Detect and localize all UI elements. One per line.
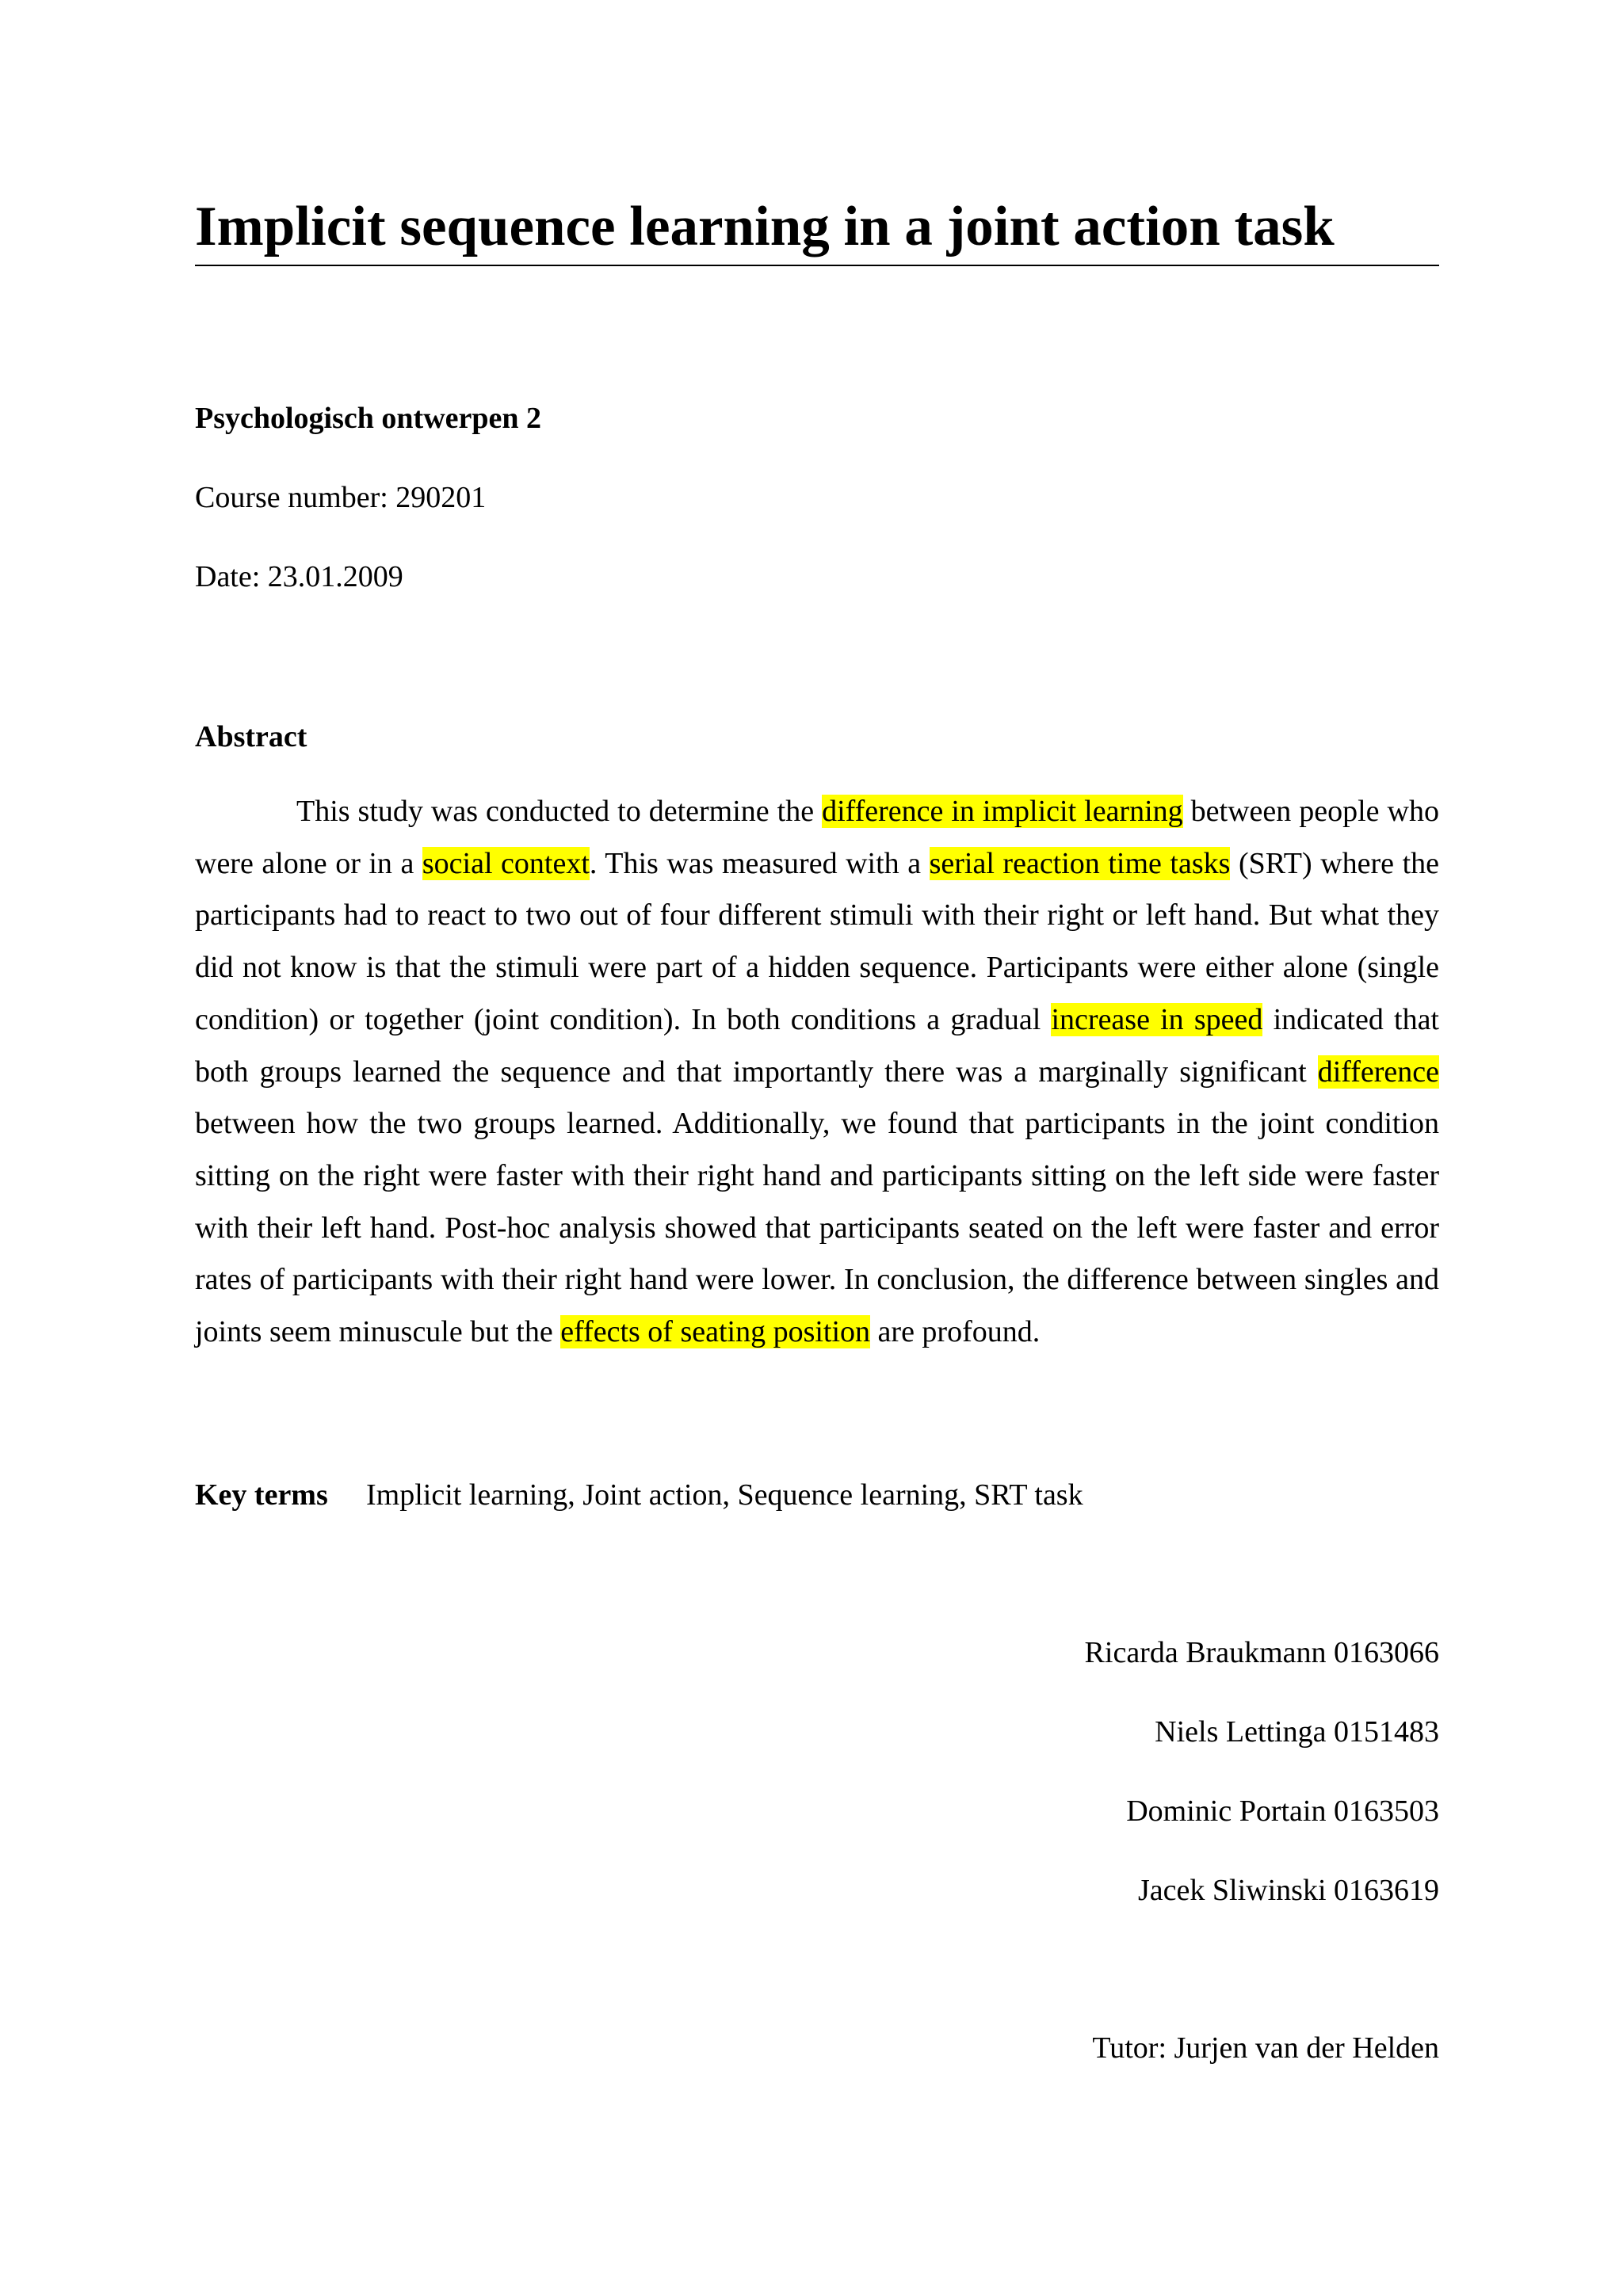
document-date: Date: 23.01.2009 xyxy=(195,560,403,593)
highlight: increase in speed xyxy=(1051,1002,1263,1036)
highlight: difference xyxy=(1317,1055,1439,1089)
highlight: difference in implicit learning xyxy=(822,795,1183,828)
document-title: Implicit sequence learning in a joint action task xyxy=(195,189,1439,266)
highlight: serial reaction time tasks xyxy=(929,846,1231,880)
abstract-heading: Abstract xyxy=(195,720,307,753)
author-name: Jacek Sliwinski 0163619 xyxy=(1138,1874,1439,1907)
highlight: social context xyxy=(422,846,590,880)
abstract-text: between how the two groups learned. Additionally, we found that participants in the joint condition sitting on the right were faster with their right hand and participants sitting on the left side were faster with their left hand. Post-hoc analysis showed that participants seated on the left were faster and error rates of participants with their right hand were lower. In conclusion, the difference between singles and joints seem minuscule but the xyxy=(195,1107,1439,1349)
author-name: Niels Lettinga 0151483 xyxy=(1155,1715,1439,1749)
key-terms-value: Implicit learning, Joint action, Sequence learning, SRT task xyxy=(366,1478,1083,1512)
highlight: effects of seating position xyxy=(560,1315,871,1349)
abstract-body xyxy=(195,786,1439,1359)
tutor-name: Tutor: Jurjen van der Helden xyxy=(1092,2031,1439,2065)
abstract-text: (SRT) where the participants had to react to two out of four different stimuli with their right or left hand. But what they did not know is that the stimuli were part of a hidden sequence. Participants were either alone (single condition) or together (joint condition). In both conditions a gradual xyxy=(195,846,1439,1036)
abstract-text: between people who were alone or in a xyxy=(195,795,1439,880)
abstract-text: . This was measured with a xyxy=(589,846,930,880)
course-name: Psychologisch ontwerpen 2 xyxy=(195,402,541,435)
author-name: Dominic Portain 0163503 xyxy=(1126,1794,1439,1828)
key-terms xyxy=(195,1475,1083,1515)
author-name: Ricarda Braukmann 0163066 xyxy=(1084,1636,1439,1669)
abstract-text: are profound. xyxy=(870,1315,1041,1349)
abstract-text: indicated that both groups learned the sequence and that importantly there was a marginally significant xyxy=(195,1002,1439,1089)
abstract-text: This study was conducted to determine the xyxy=(296,795,823,828)
key-terms-label: Key terms xyxy=(195,1478,328,1512)
course-number: Course number: 290201 xyxy=(195,481,487,514)
